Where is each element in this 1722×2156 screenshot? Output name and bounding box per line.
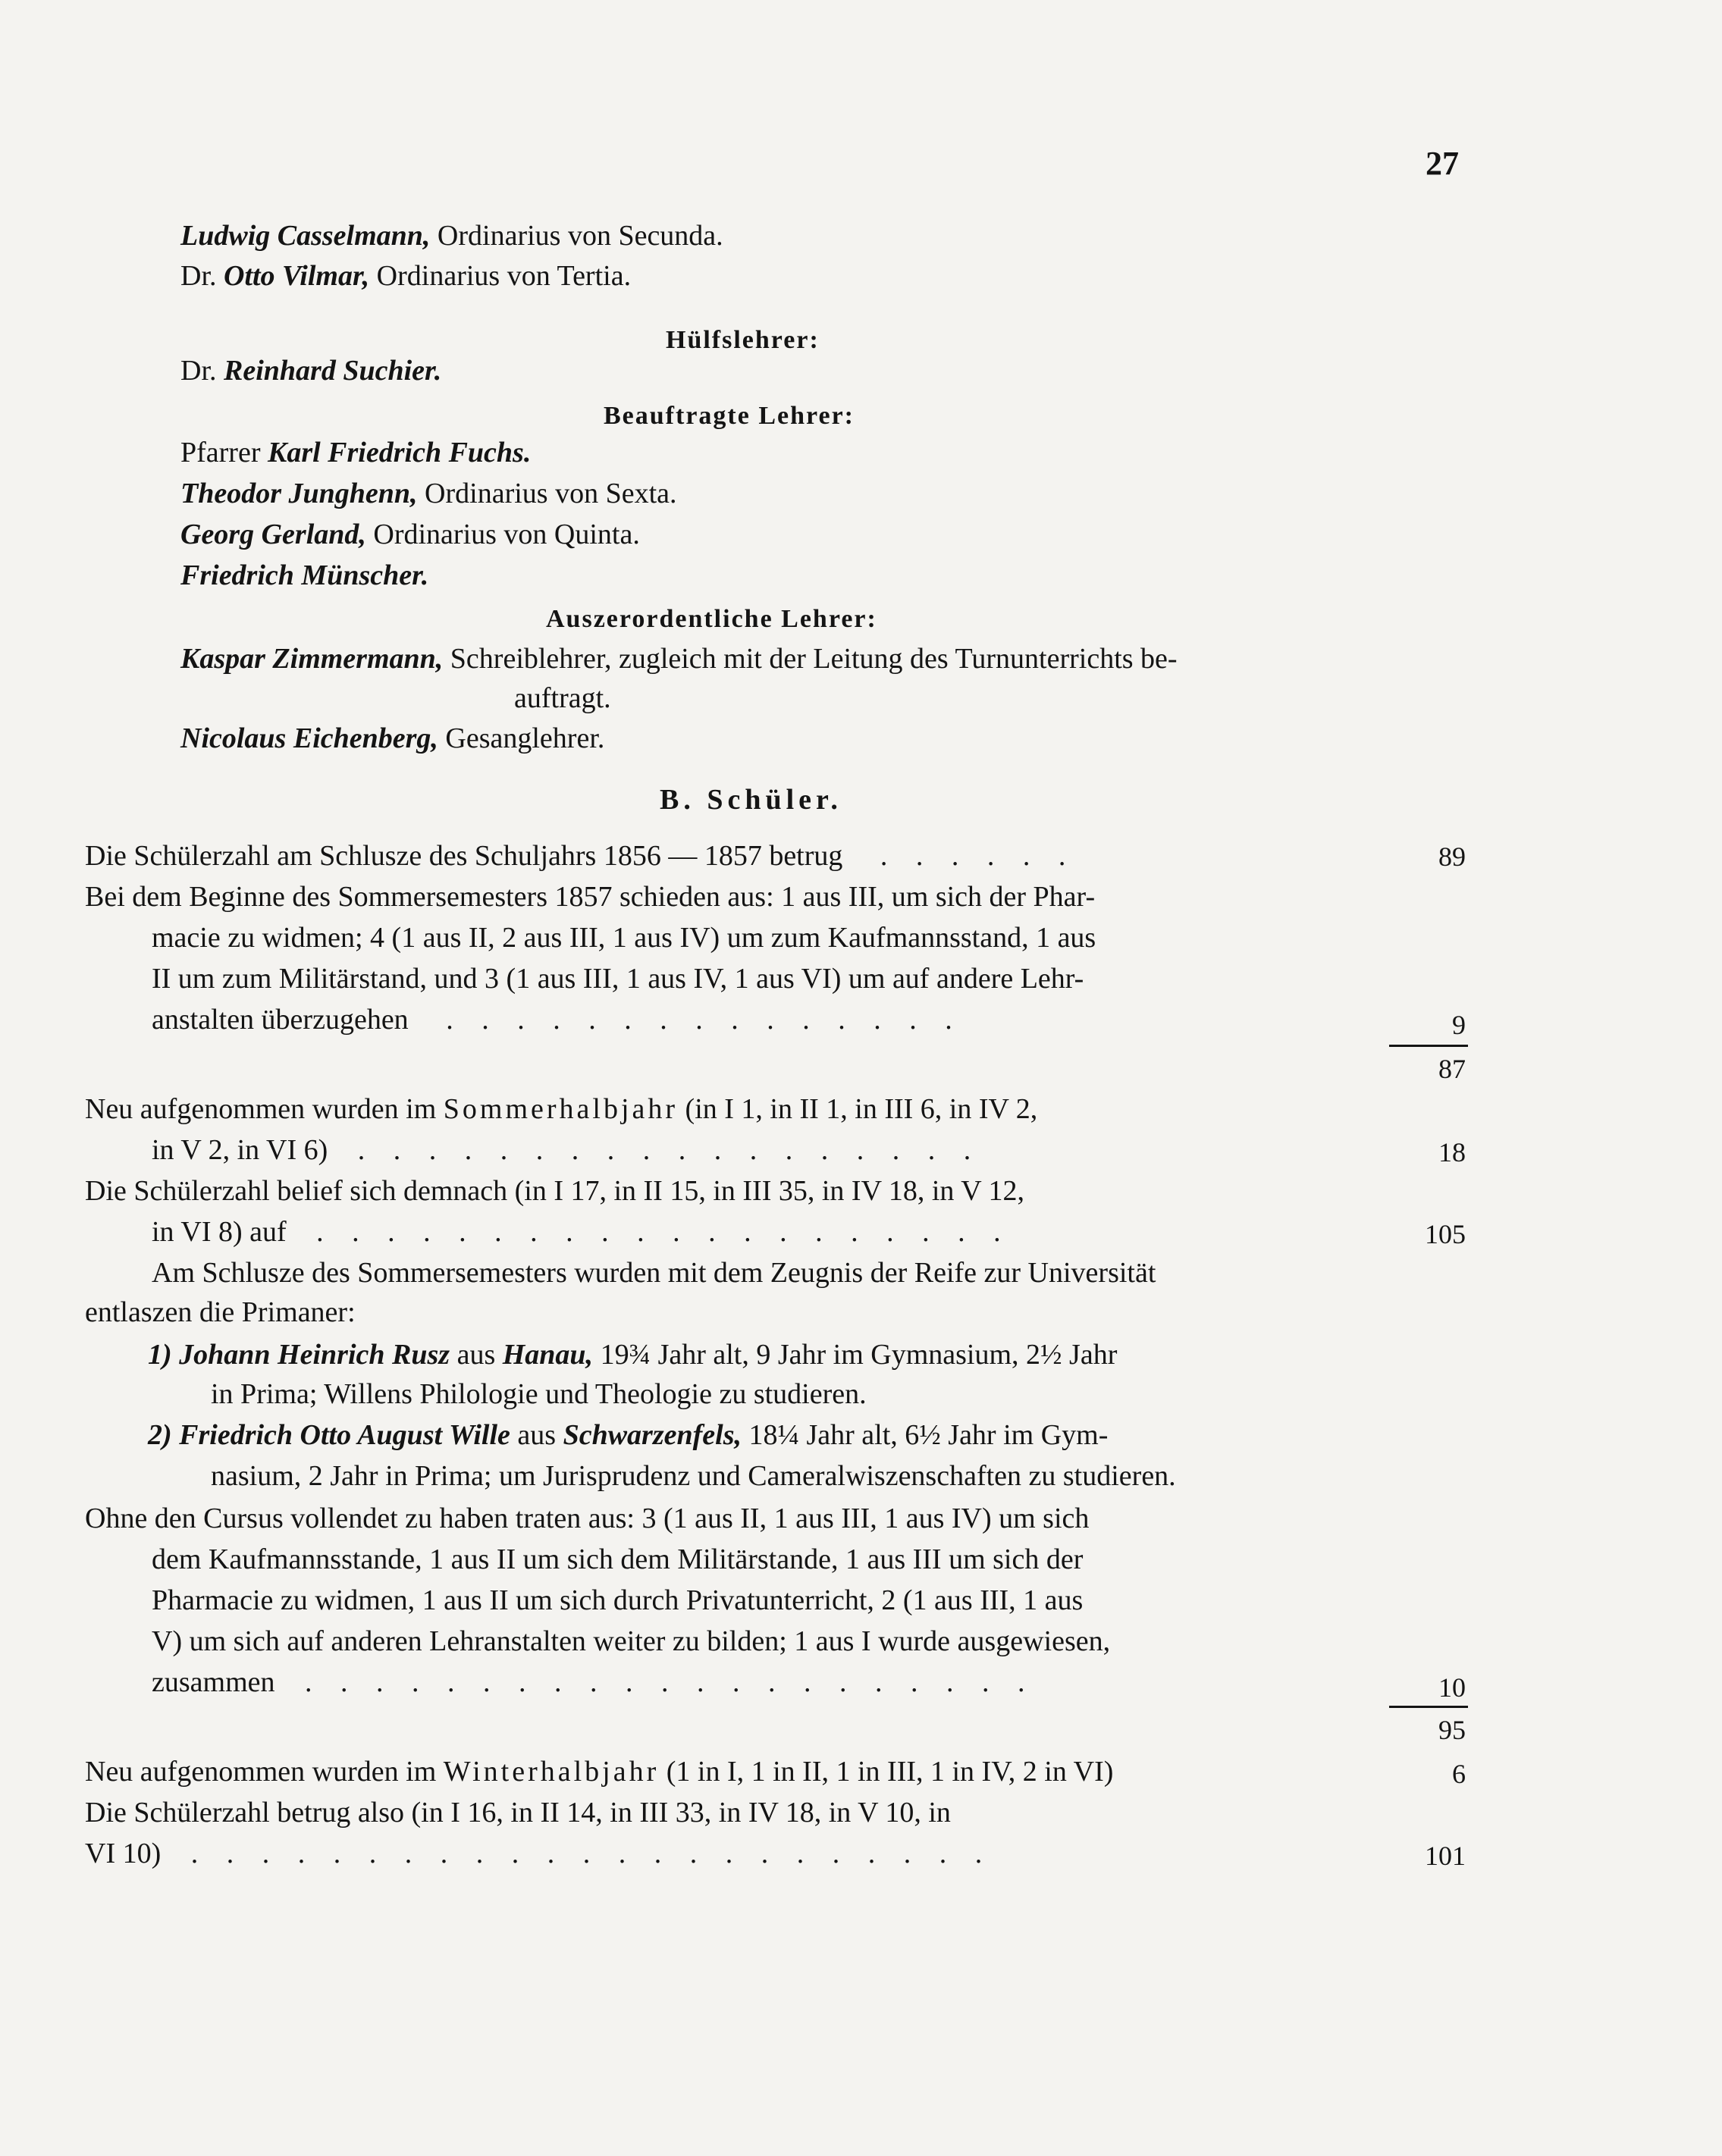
text-line: in Prima; Willens Philologie und Theologie zu studieren. [211,1378,867,1410]
staff-line-muenscher [180,561,428,590]
graduate-entry-1 [148,1340,1117,1369]
text-span: 18¼ Jahr alt, 6½ Jahr im Gym- [748,1419,1109,1451]
staff-name: Nicolaus Eichenberg, [180,722,438,754]
staff-line-fuchs [180,438,531,467]
staff-line-gerland [180,520,640,549]
staff-line-junghenn [180,479,677,508]
text-line: macie zu widmen; 4 (1 aus II, 2 aus III, 1 aus IV) um zum Kaufmannsstand, 1 aus [152,922,1096,954]
text-line: II um zum Militärstand, und 3 (1 aus III, 1 aus IV, 1 aus VI) um auf andere Lehr- [152,963,1084,995]
staff-line-vilmar [180,262,631,290]
graduate-name: Friedrich Otto August Wille [179,1419,510,1451]
text-span-spaced: Winterhalbjahr [443,1756,660,1788]
sum-rule [1389,1045,1468,1047]
staff-role: Ordinarius von Sexta. [425,478,677,509]
text-line: Pharmacie zu widmen, 1 aus II um sich durch Privatunterricht, 2 (1 aus III, 1 aus [152,1584,1084,1616]
text-line [85,1839,993,1868]
staff-prefix: Pfarrer [180,437,261,468]
leader-dots: . . . . . . . . . . . . . . . . . . . . . . . [190,1838,993,1869]
staff-line-eichenberg [180,724,604,753]
text-line: Am Schlusze des Sommersemesters wurden mit dem Zeugnis der Reife zur Universität [152,1257,1156,1289]
text-line: nasium, 2 Jahr in Prima; um Jurisprudenz und Cameralwiszenschaften zu studieren. [211,1460,1176,1492]
text-span: zusammen [152,1666,275,1698]
text-span: Die Schülerzahl am Schlusze des Schuljahrs 1856 — 1857 betrug [85,840,843,872]
entry-number: 2) [148,1419,172,1451]
graduate-place: Hanau, [502,1339,594,1371]
text-span-spaced: Sommerhalbjahr [443,1093,679,1125]
count-value: 87 [1438,1054,1466,1084]
text-line [152,1217,1012,1246]
staff-role: Ordinarius von Quinta. [373,519,640,550]
text-line [85,841,1076,870]
staff-role: Gesanglehrer. [445,722,605,754]
count-value: 101 [1425,1841,1466,1871]
text-span: (in I 1, in II 1, in III 6, in IV 2, [685,1093,1038,1125]
text-line [152,1668,1036,1697]
heading-beauftragte-lehrer: Beauftragte Lehrer: [604,402,855,430]
staff-role: Ordinarius von Tertia. [376,260,632,292]
text-line: Ohne den Cursus vollendet zu haben traten aus: 3 (1 aus II, 1 aus III, 1 aus IV) um sich [85,1503,1090,1534]
leader-dots: . . . . . . . . . . . . . . . . . . [357,1134,982,1166]
staff-name: Theodor Junghenn, [180,478,418,509]
text-span: aus [456,1339,496,1371]
text-line [152,1136,981,1164]
heading-auszerordentliche-lehrer: Auszerordentliche Lehrer: [546,605,877,633]
graduate-name: Johann Heinrich Rusz [179,1339,450,1371]
leader-dots: . . . . . . . . . . . . . . . . . . . . [316,1216,1012,1248]
section-title-schueler: B. Schüler. [660,784,842,816]
staff-name: Ludwig Casselmann, [180,220,431,252]
text-span: in VI 8) auf [152,1216,287,1248]
text-line: entlaszen die Primaner: [85,1296,356,1328]
leader-dots: . . . . . . . . . . . . . . . [446,1004,963,1036]
text-line [85,1757,1113,1786]
count-value: 10 [1438,1672,1466,1703]
staff-role: Schreiblehrer, zugleich mit der Leitung des Turnunterrichts be- [450,643,1178,675]
text-span: aus [517,1419,557,1451]
text-span: VI 10) [85,1838,162,1869]
sum-rule [1389,1706,1468,1708]
text-span: 19¾ Jahr alt, 9 Jahr im Gymnasium, 2½ Jahr [600,1339,1118,1371]
text-line [152,1005,963,1034]
staff-role-continuation: auftragt. [514,682,611,714]
page-number: 27 [1426,145,1459,182]
text-line: Die Schülerzahl belief sich demnach (in I 17, in II 15, in III 35, in IV 18, in V 12, [85,1175,1024,1207]
text-span: in V 2, in VI 6) [152,1134,328,1166]
text-span: Neu aufgenommen wurden im [85,1093,437,1125]
heading-huelfslehrer: Hülfslehrer: [666,326,820,354]
staff-role: Ordinarius von Secunda. [437,220,723,252]
count-value: 95 [1438,1715,1466,1745]
count-value: 105 [1425,1219,1466,1249]
staff-line-zimmermann [180,644,1178,673]
leader-dots: . . . . . . [880,840,1077,872]
entry-number: 1) [148,1339,172,1371]
text-line [85,1095,1037,1123]
staff-prefix: Dr. [180,355,217,387]
count-value: 9 [1452,1010,1466,1040]
staff-line-casselmann [180,221,723,250]
text-span: (1 in I, 1 in II, 1 in III, 1 in IV, 2 in VI) [666,1756,1114,1788]
leader-dots: . . . . . . . . . . . . . . . . . . . . . [305,1666,1036,1698]
count-value: 89 [1438,841,1466,872]
text-line: V) um sich auf anderen Lehranstalten weiter zu bilden; 1 aus I wurde ausgewiesen, [152,1625,1111,1657]
staff-name: Kaspar Zimmermann, [180,643,444,675]
text-span: anstalten überzugehen [152,1004,409,1036]
staff-name: Otto Vilmar, [224,260,370,292]
text-line: dem Kaufmannsstande, 1 aus II um sich dem Militärstande, 1 aus III um sich der [152,1543,1084,1575]
staff-prefix: Dr. [180,260,217,292]
staff-name: Karl Friedrich Fuchs. [267,437,532,468]
staff-name: Friedrich Münscher. [180,559,429,591]
staff-name: Georg Gerland, [180,519,366,550]
count-value: 6 [1452,1759,1466,1789]
text-line: Bei dem Beginne des Sommersemesters 1857 schieden aus: 1 aus III, um sich der Phar- [85,881,1096,913]
text-line: Die Schülerzahl betrug also (in I 16, in II 14, in III 33, in IV 18, in V 10, in [85,1797,951,1829]
text-span: Neu aufgenommen wurden im [85,1756,437,1788]
count-value: 18 [1438,1137,1466,1167]
graduate-place: Schwarzenfels, [563,1419,742,1451]
graduate-entry-2 [148,1421,1108,1449]
staff-line-suchier [180,356,441,385]
staff-name: Reinhard Suchier. [224,355,442,387]
